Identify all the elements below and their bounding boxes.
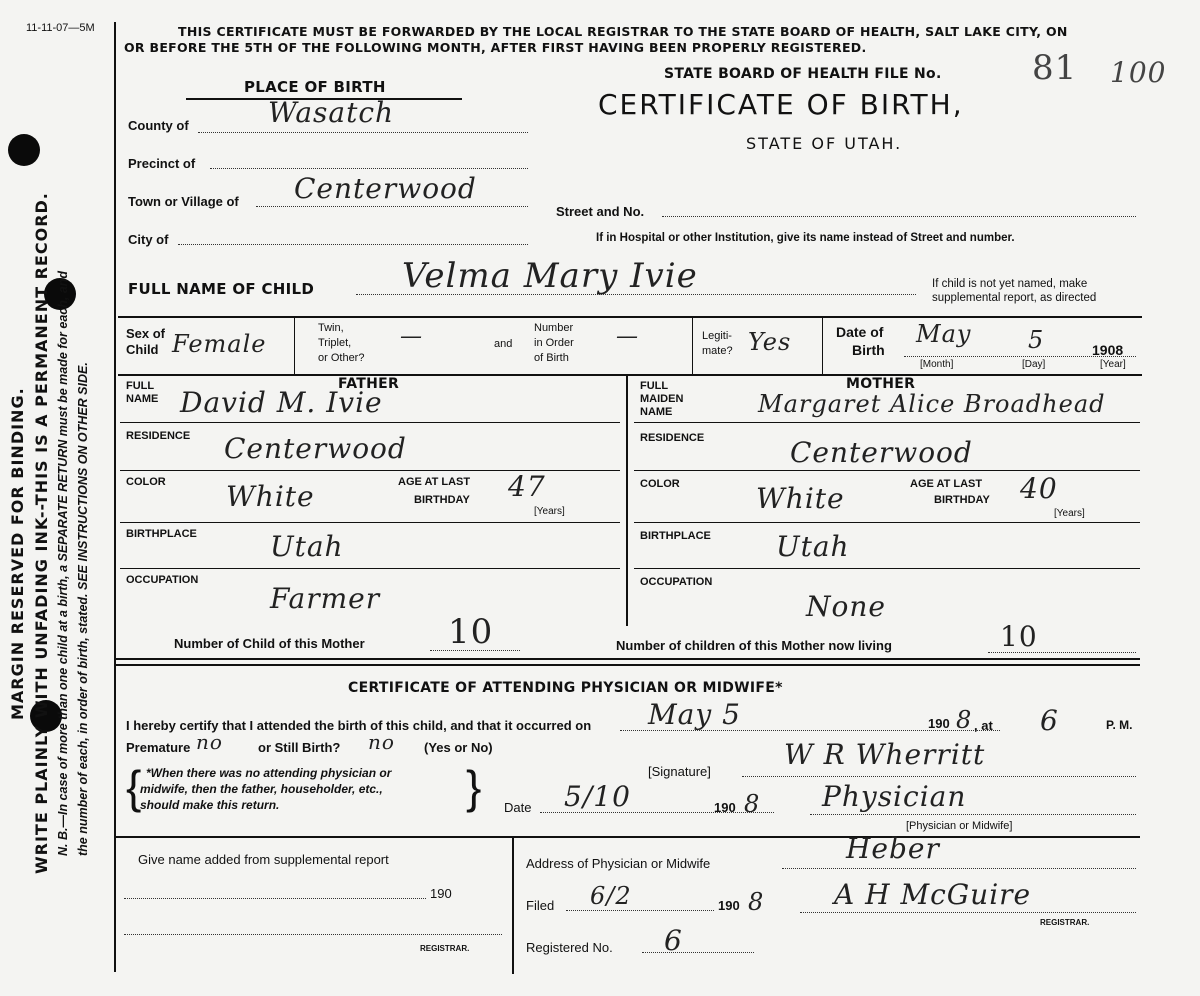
unnamed-note-line1: If child is not yet named, make <box>932 278 1088 290</box>
dob-year-label: [Year] <box>1100 359 1126 370</box>
mother-heading: MOTHER <box>846 376 916 392</box>
margin-ink-text: WRITE PLAINLY WITH UNFADING INK--THIS IS A PERMANENT RECORD. <box>32 192 51 874</box>
street-line <box>662 216 1136 217</box>
mother-color: White <box>756 482 845 515</box>
at-label: , at <box>974 718 993 733</box>
binding-hole-top <box>8 134 40 166</box>
occurred-year-suffix: 8 <box>956 706 973 734</box>
sep-twin <box>692 318 693 374</box>
still-value: no <box>368 730 395 754</box>
registered-line <box>642 952 754 953</box>
unnamed-note-line2: supplemental report, as directed <box>932 292 1097 304</box>
filed-label: Filed <box>526 898 555 913</box>
physician-title-value: Physician <box>822 780 967 813</box>
parents-divider <box>626 376 628 626</box>
yes-no-label: (Yes or No) <box>424 740 493 755</box>
father-birthplace-rule <box>120 568 620 569</box>
form-code: 11-11-07—5M <box>26 22 95 34</box>
father-name-rule <box>120 422 620 423</box>
father-age-label-2: BIRTHDAY <box>414 494 470 506</box>
registrar-label: REGISTRAR. <box>1040 918 1090 927</box>
twin-label-2: Triplet, <box>318 337 352 349</box>
physician-note-3: should make this return. <box>140 798 280 812</box>
filed-line <box>566 910 714 911</box>
child-number-value: 10 <box>448 612 494 652</box>
filed-year-prefix: 190 <box>718 898 740 913</box>
child-name-label: FULL NAME OF CHILD <box>128 280 315 298</box>
father-birthplace: Utah <box>270 530 344 563</box>
date-label: Date <box>504 800 532 815</box>
dob-day: 5 <box>1028 326 1045 354</box>
header-notice-line1: THIS CERTIFICATE MUST BE FORWARDED BY THE LOCAL REGISTRAR TO THE STATE BOARD OF HEALTH, SALT LAKE CITY, ON <box>178 24 1068 39</box>
father-name: David M. Ivie <box>180 386 383 419</box>
file-number-value: 81 <box>1032 48 1078 88</box>
twin-label-1: Twin, <box>318 322 344 334</box>
mother-birthplace: Utah <box>776 530 850 563</box>
precinct-label: Precinct of <box>128 156 196 171</box>
left-border <box>114 22 116 972</box>
dob-month: May <box>916 320 972 348</box>
twin-label-3: or Other? <box>318 352 365 364</box>
father-color-rule <box>120 522 620 523</box>
signature-line <box>742 776 1136 777</box>
precinct-line <box>210 168 528 169</box>
physician-note-1: *When there was no attending physician or <box>146 766 392 780</box>
note-brace-right: } <box>466 761 482 813</box>
dob-year: 1908 <box>1092 342 1124 358</box>
sex-label-2: Child <box>126 342 159 357</box>
premature-label: Premature <box>126 740 191 755</box>
father-age: 47 <box>508 470 546 503</box>
legit-value: Yes <box>748 328 792 356</box>
physician-or-midwife: [Physician or Midwife] <box>906 820 1013 832</box>
supplemental-line <box>124 898 426 899</box>
number-label-2: in Order <box>534 337 574 349</box>
legit-label-1: Legiti- <box>702 330 732 342</box>
signature-value: W R Wherritt <box>784 738 986 771</box>
registered-label: Registered No. <box>526 940 613 955</box>
living-label: Number of children of this Mother now living <box>616 638 892 653</box>
father-residence: Centerwood <box>224 432 407 465</box>
mother-color-label: COLOR <box>640 478 680 490</box>
dob-label-1: Date of <box>836 324 884 340</box>
sex-value: Female <box>172 330 267 358</box>
number-value: — <box>616 324 639 349</box>
county-line <box>198 132 528 133</box>
date-year-prefix: 190 <box>714 800 736 815</box>
place-of-birth-heading: PLACE OF BIRTH <box>244 78 386 96</box>
title-line <box>810 814 1136 815</box>
certify-text: I hereby certify that I attended the birth of this child, and that it occurred on <box>126 718 592 733</box>
county-label: County of <box>128 118 189 133</box>
mother-occupation: None <box>806 590 886 623</box>
mother-name: Margaret Alice Broadhead <box>758 390 1106 418</box>
father-years-label: [Years] <box>534 506 565 517</box>
mother-name-rule <box>634 422 1140 423</box>
mother-age-label-1: AGE AT LAST <box>910 478 983 490</box>
father-residence-label: RESIDENCE <box>126 430 191 442</box>
county-value: Wasatch <box>268 96 395 129</box>
address-value: Heber <box>846 832 940 865</box>
father-occupation-label: OCCUPATION <box>126 574 199 586</box>
margin-nb-line1: N. B.—In case of more than one child at a birth, a SEPARATE RETURN must be made for each, and <box>56 270 70 856</box>
filed-value: 6/2 <box>590 882 632 910</box>
address-line <box>782 868 1136 869</box>
mother-birthplace-label: BIRTHPLACE <box>640 530 711 542</box>
child-number-label: Number of Child of this Mother <box>174 636 365 651</box>
father-full-label-1: FULL <box>126 380 155 392</box>
mother-age-label-2: BIRTHDAY <box>934 494 990 506</box>
certificate-title: CERTIFICATE OF BIRTH, <box>598 88 964 121</box>
header-notice-line2: OR BEFORE THE 5TH OF THE FOLLOWING MONTH, AFTER FIRST HAVING BEEN PROPERLY REGISTERED. <box>124 40 867 55</box>
margin-binding-text: MARGIN RESERVED FOR BINDING. <box>8 387 27 720</box>
occurred-year-prefix: 190 <box>928 716 950 731</box>
father-heading: FATHER <box>338 376 400 392</box>
mother-full-label-3: NAME <box>640 406 673 418</box>
mother-full-label-2: MAIDEN <box>640 393 684 405</box>
pm-label: P. M. <box>1106 718 1133 732</box>
registered-value: 6 <box>664 924 683 957</box>
bottom-rule <box>114 836 1140 838</box>
sep-sex <box>294 318 295 374</box>
dob-month-label: [Month] <box>920 359 954 370</box>
street-label: Street and No. <box>556 204 645 219</box>
mother-age: 40 <box>1020 472 1058 505</box>
time-value: 6 <box>1040 704 1059 737</box>
supplemental-line-2 <box>124 934 502 935</box>
father-color-label: COLOR <box>126 476 166 488</box>
child-name-value: Velma Mary Ivie <box>402 256 698 296</box>
address-label: Address of Physician or Midwife <box>526 856 711 871</box>
physician-note-2: midwife, then the father, householder, etc., <box>140 782 383 796</box>
file-number-extra: 100 <box>1110 56 1167 89</box>
signature-label: [Signature] <box>648 764 711 779</box>
number-label-3: of Birth <box>534 352 569 364</box>
town-label: Town or Village of <box>128 194 239 209</box>
town-value: Centerwood <box>294 172 477 205</box>
date-value: 5/10 <box>564 780 631 813</box>
city-label: City of <box>128 232 169 247</box>
section-rule-2 <box>114 664 1140 666</box>
hospital-note: If in Hospital or other Institution, give its name instead of Street and number. <box>596 232 1015 244</box>
dob-day-label: [Day] <box>1022 359 1046 370</box>
dob-label-2: Birth <box>852 342 885 358</box>
filed-year-suffix: 8 <box>748 888 765 916</box>
supplemental-registrar: REGISTRAR. <box>420 944 470 953</box>
town-line <box>256 206 528 207</box>
premature-value: no <box>196 730 223 754</box>
living-value: 10 <box>1000 620 1038 653</box>
bottom-divider <box>512 838 514 974</box>
file-number-label: STATE BOARD OF HEALTH FILE No. <box>664 66 942 82</box>
mother-occupation-label: OCCUPATION <box>640 576 713 588</box>
margin-nb-line2: the number of each, in order of birth, stated. SEE INSTRUCTIONS ON OTHER SIDE. <box>76 362 90 856</box>
supplemental-year: 190 <box>430 886 452 901</box>
registrar-signature: A H McGuire <box>834 878 1032 911</box>
mother-full-label-1: FULL <box>640 380 669 392</box>
mother-residence-rule <box>634 470 1140 471</box>
mother-color-rule <box>634 522 1140 523</box>
mother-residence: Centerwood <box>790 436 973 469</box>
father-birthplace-label: BIRTHPLACE <box>126 528 197 540</box>
father-occupation: Farmer <box>270 582 381 615</box>
legit-label-2: mate? <box>702 345 733 357</box>
supplemental-label: Give name added from supplemental report <box>138 852 389 867</box>
registrar-line <box>800 912 1136 913</box>
or-still-label: or Still Birth? <box>258 740 341 755</box>
father-full-label-2: NAME <box>126 393 159 405</box>
sex-label-1: Sex of <box>126 326 166 341</box>
mother-residence-label: RESIDENCE <box>640 432 705 444</box>
father-age-label-1: AGE AT LAST <box>398 476 471 488</box>
and-label: and <box>494 338 513 350</box>
row-top-rule <box>118 316 1142 318</box>
section-rule-1 <box>114 658 1140 660</box>
mother-years-label: [Years] <box>1054 508 1085 519</box>
mother-birthplace-rule <box>634 568 1140 569</box>
dob-line <box>904 356 1136 357</box>
date-year-suffix: 8 <box>744 790 761 818</box>
note-brace-left: { <box>126 761 142 813</box>
row-bottom-rule <box>118 374 1142 376</box>
twin-value: — <box>400 324 423 349</box>
sep-legit <box>822 318 823 374</box>
certificate-state: STATE OF UTAH. <box>746 134 903 153</box>
occurred-date: May 5 <box>648 698 741 731</box>
number-label-1: Number <box>534 322 574 334</box>
father-color: White <box>226 480 315 513</box>
city-line <box>178 244 528 245</box>
physician-heading: CERTIFICATE OF ATTENDING PHYSICIAN OR MIDWIFE* <box>348 680 783 696</box>
